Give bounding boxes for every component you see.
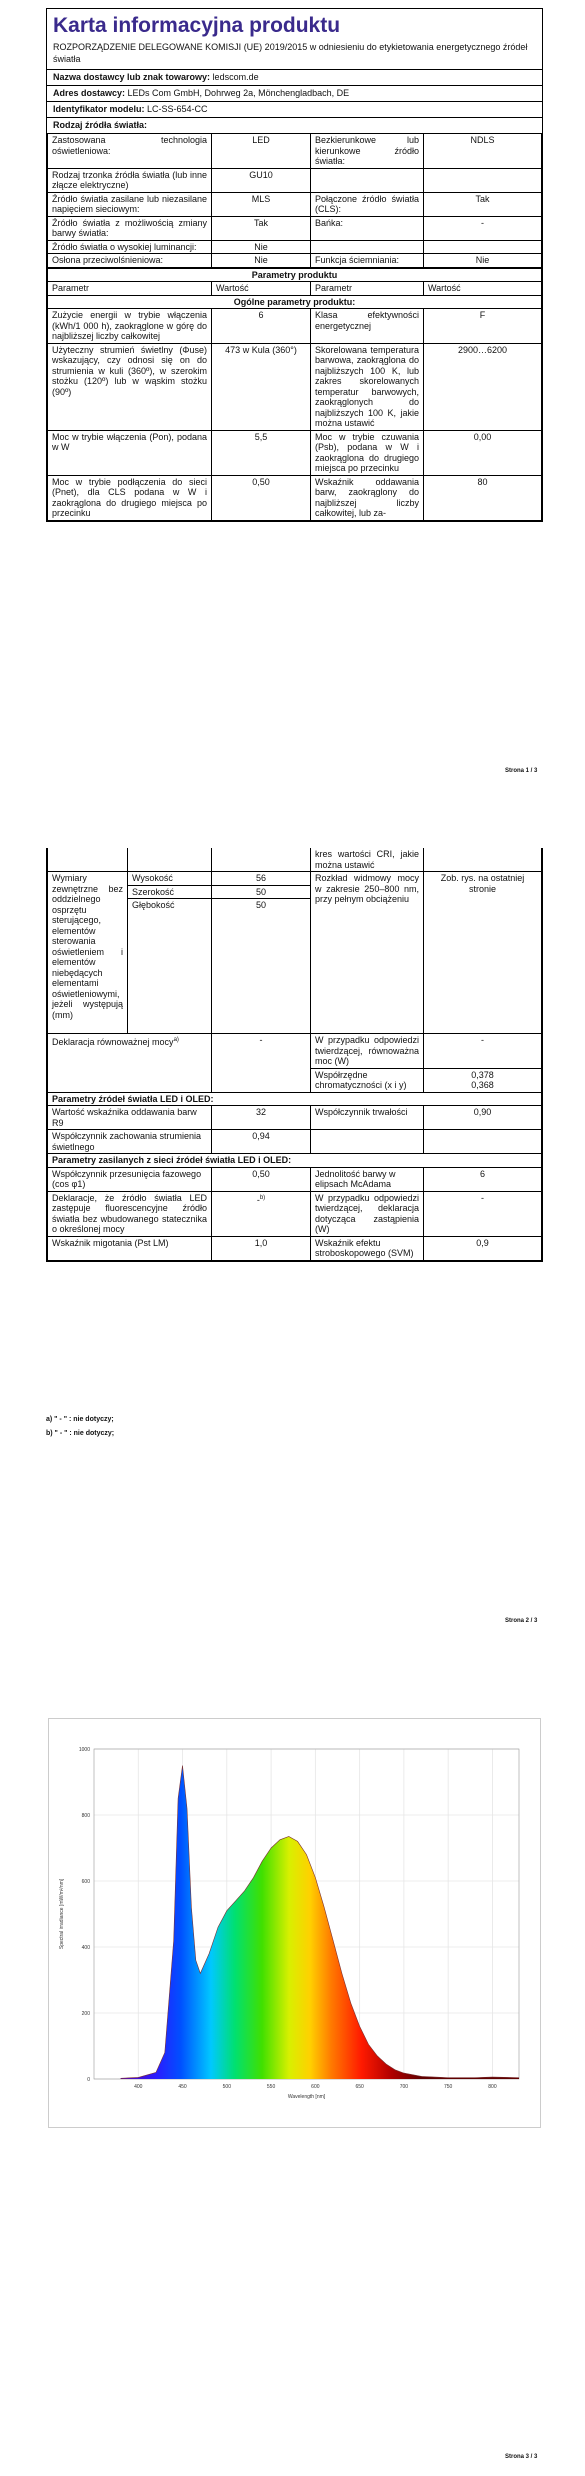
cri-range-continued: kres wartości CRI, jakie można ustawić bbox=[311, 848, 424, 872]
type-value-0: LED bbox=[212, 134, 311, 169]
param-label-1: Użyteczny strumień świetlny (Φuse) wskazujący, czy odnosi się on do strumienia w kuli (360º), w szerokim stożku (120º) lub w wąskim stożku (90º) bbox=[48, 343, 212, 430]
spectrum-value: Zob. rys. na ostatniej stronie bbox=[424, 872, 542, 1034]
page-2-frame bbox=[46, 848, 543, 1262]
equiv-power-text: Deklaracja równoważnej mocy bbox=[52, 1037, 174, 1047]
param-label-2: Moc w trybie włączenia (Pon), podana w W bbox=[48, 430, 212, 475]
equiv-power-w-value: - bbox=[424, 1034, 542, 1069]
supplier-trademark-row bbox=[47, 69, 542, 85]
document-title: Karta informacyjna produktu bbox=[53, 14, 341, 37]
footnote-b-ref: b) bbox=[259, 1194, 266, 1201]
type-value-1: GU10 bbox=[212, 168, 311, 192]
replacement-w-label: W przypadku odpowiedzi twierdzącej, deklaracja dotycząca zastąpienia (W) bbox=[311, 1191, 424, 1236]
param-label2-2: Moc w trybie czuwania (Psb), podana w W i zaokrąglona do drugiego miejsca po przecinku bbox=[311, 430, 424, 475]
model-value: LC-SS-654-CC bbox=[147, 104, 208, 114]
height-label: Wysokość bbox=[128, 872, 212, 886]
r9-value: 32 bbox=[212, 1106, 311, 1130]
type-value2-2: Tak bbox=[424, 192, 542, 216]
x-tick-label-7: 750 bbox=[443, 2084, 453, 2090]
spectrum-svg bbox=[49, 1719, 540, 2127]
product-params-table bbox=[47, 268, 542, 521]
svm-label: Wskaźnik efektu stroboskopowego (SVM) bbox=[311, 1236, 424, 1260]
type-value2-0: NDLS bbox=[424, 134, 542, 169]
x-tick-label-2: 500 bbox=[222, 2084, 231, 2090]
page-number-3: Strona 3 / 3 bbox=[505, 2454, 538, 2460]
equiv-power-value: - bbox=[212, 1034, 311, 1093]
page-2-table bbox=[47, 848, 542, 1261]
model-label: Identyfikator modelu: bbox=[53, 104, 145, 114]
spectrum-chart bbox=[48, 1718, 541, 2128]
type-label2-1 bbox=[311, 168, 424, 192]
equiv-power-w-label: W przypadku odpowiedzi twierdzącej, równoważna moc (W) bbox=[311, 1034, 424, 1069]
type-label-2: Źródło światła zasilane lub niezasilane napięciem sieciowym: bbox=[48, 192, 212, 216]
source-type-row-0 bbox=[48, 134, 542, 169]
led-params-header: Parametry źródeł światła LED i OLED: bbox=[48, 1092, 542, 1106]
footnote-a: a) " - " : nie dotyczy; bbox=[46, 1416, 114, 1423]
width-value: 50 bbox=[212, 885, 311, 899]
param-row-2 bbox=[48, 430, 542, 475]
trademark-value: ledscom.de bbox=[212, 72, 259, 82]
param-value-2: 5,5 bbox=[212, 430, 311, 475]
col-param-header-2: Parametr bbox=[311, 282, 424, 296]
type-value-5: Nie bbox=[212, 254, 311, 268]
param-value2-1: 2900…6200 bbox=[424, 343, 542, 430]
height-value: 56 bbox=[212, 872, 311, 886]
chromaticity-y: 0,368 bbox=[471, 1080, 494, 1090]
width-label: Szerokość bbox=[128, 885, 212, 899]
type-value2-5: Nie bbox=[424, 254, 542, 268]
x-tick-label-1: 450 bbox=[178, 2084, 187, 2090]
type-value-4: Nie bbox=[212, 240, 311, 254]
power-factor-label: Współczynnik przesunięcia fazowego (cos φ1) bbox=[48, 1167, 212, 1191]
type-label2-0: Bezkierunkowe lub kierunkowe źródło światła: bbox=[311, 134, 424, 169]
type-label-5: Osłona przeciwolśnieniowa: bbox=[48, 254, 212, 268]
type-label-1: Rodzaj trzonka źródła światła (lub inne złącze elektryczne) bbox=[48, 168, 212, 192]
param-value-3: 0,50 bbox=[212, 475, 311, 520]
type-label-4: Źródło światła o wysokiej luminancji: bbox=[48, 240, 212, 254]
source-type-row bbox=[47, 117, 542, 133]
footnote-a-ref: a) bbox=[173, 1037, 179, 1043]
y-tick-label-1: 200 bbox=[81, 2011, 90, 2017]
type-value2-4 bbox=[424, 240, 542, 254]
supplier-address-row bbox=[47, 85, 542, 101]
param-label-0: Zużycie energii w trybie włączenia (kWh/1 000 h), zaokrąglone w górę do najbliższej liczby całkowitej bbox=[48, 309, 212, 344]
mcadam-value: 6 bbox=[424, 1167, 542, 1191]
mcadam-label: Jednolitość barwy w elipsach McAdama bbox=[311, 1167, 424, 1191]
r9-label: Wartość wskaźnika oddawania barw R9 bbox=[48, 1106, 212, 1130]
depth-value: 50 bbox=[212, 899, 311, 1034]
source-type-label: Rodzaj źródła światła: bbox=[53, 120, 148, 130]
page-1-frame bbox=[46, 8, 543, 522]
y-tick-label-0: 0 bbox=[87, 2077, 90, 2083]
maintenance-value: 0,94 bbox=[212, 1130, 311, 1154]
flicker-value: 1,0 bbox=[212, 1236, 311, 1260]
spectrum-area bbox=[121, 1766, 519, 2080]
param-value-0: 6 bbox=[212, 309, 311, 344]
type-value-2: MLS bbox=[212, 192, 311, 216]
svm-value: 0,9 bbox=[424, 1236, 542, 1260]
x-axis-label: Wavelength [nm] bbox=[287, 2094, 326, 2100]
x-tick-label-3: 550 bbox=[266, 2084, 276, 2090]
chromaticity-x: 0,378 bbox=[471, 1069, 494, 1080]
col-value-header-2: Wartość bbox=[424, 282, 542, 296]
replacement-text: Deklaracje, że źródło światła LED zastępuje fluorescencyjne źródło światła bez wbudowanego statecznika o określonej mocy bbox=[52, 1192, 207, 1234]
page-1 bbox=[0, 0, 585, 800]
type-value-3: Tak bbox=[212, 216, 311, 240]
replacement-label bbox=[48, 1191, 212, 1236]
mains-params-header: Parametry zasilanych z sieci źródeł światła LED i OLED: bbox=[48, 1154, 542, 1168]
footnote-b: b) " - " : nie dotyczy; bbox=[46, 1430, 115, 1437]
spectrum-label: Rozkład widmowy mocy w zakresie 250–800 nm, przy pełnym obciążeniu bbox=[311, 872, 424, 1034]
page-2 bbox=[0, 848, 585, 1648]
type-label2-3: Bańka: bbox=[311, 216, 424, 240]
y-tick-label-2: 400 bbox=[81, 1945, 90, 1951]
page-number: Strona 1 / 3 bbox=[505, 768, 538, 774]
type-label-0: Zastosowana technologia oświetleniowa: bbox=[48, 134, 212, 169]
param-row-1 bbox=[48, 343, 542, 430]
param-label2-1: Skorelowana temperatura barwowa, zaokrąglona do najbliższych 100 K, lub zakres skorelowanych temperatur barwowych, zaokrąglonych do najbliższych 100 K, jakie można ustawić bbox=[311, 343, 424, 430]
x-tick-label-0: 400 bbox=[134, 2084, 143, 2090]
param-value2-3: 80 bbox=[424, 475, 542, 520]
param-value-1: 473 w Kula (360°) bbox=[212, 343, 311, 430]
col-param-header: Parametr bbox=[48, 282, 212, 296]
params-section-header: Parametry produktu bbox=[48, 268, 542, 282]
regulation-text: ROZPORZĄDZENIE DELEGOWANE KOMISJI (UE) 2019/2015 w odniesieniu do etykietowania energetycznego źródeł światła bbox=[53, 42, 528, 64]
type-label2-2: Połączone źródło światła (CLS): bbox=[311, 192, 424, 216]
param-value2-2: 0,00 bbox=[424, 430, 542, 475]
param-label-3: Moc w trybie podłączenia do sieci (Pnet), dla CLS podana w W i zaokrąglona do drugiego miejsca po przecinku bbox=[48, 475, 212, 520]
x-tick-label-8: 800 bbox=[488, 2084, 497, 2090]
y-axis-label: Spectral irradiance [mW/m²/nm] bbox=[59, 1878, 65, 1950]
type-value2-1 bbox=[424, 168, 542, 192]
replacement-w-value: - bbox=[424, 1191, 542, 1236]
x-tick-label-5: 650 bbox=[355, 2084, 364, 2090]
y-tick-label-5: 1000 bbox=[78, 1747, 90, 1753]
x-tick-label-4: 600 bbox=[311, 2084, 320, 2090]
source-type-row-3 bbox=[48, 216, 542, 240]
address-label: Adres dostawcy: bbox=[53, 88, 126, 98]
maintenance-label: Współczynnik zachowania strumienia świetlnego bbox=[48, 1130, 212, 1154]
x-tick-label-6: 700 bbox=[399, 2084, 409, 2090]
replacement-value bbox=[212, 1191, 311, 1236]
type-label2-5: Funkcja ściemniania: bbox=[311, 254, 424, 268]
source-type-row-2 bbox=[48, 192, 542, 216]
survival-value: 0,90 bbox=[424, 1106, 542, 1130]
param-row-0 bbox=[48, 309, 542, 344]
equiv-power-label bbox=[48, 1034, 212, 1093]
page-number-2: Strona 2 / 3 bbox=[505, 1618, 538, 1624]
general-params-header: Ogólne parametry produktu: bbox=[48, 295, 542, 309]
source-type-row-4 bbox=[48, 240, 542, 254]
chromaticity-value bbox=[424, 1068, 542, 1092]
chromaticity-label: Współrzędne chromatyczności (x i y) bbox=[311, 1068, 424, 1092]
dimensions-label: Wymiary zewnętrzne bez oddzielnego osprzętu sterującego, elementów sterowania oświetleniem i elementów niebędących elementami oświetleniowymi, jeżeli występują (mm) bbox=[48, 872, 128, 1034]
param-label2-3: Wskaźnik oddawania barw, zaokrąglony do najbliższej liczby całkowitej, lub za- bbox=[311, 475, 424, 520]
param-value2-0: F bbox=[424, 309, 542, 344]
type-value2-3: - bbox=[424, 216, 542, 240]
col-value-header: Wartość bbox=[212, 282, 311, 296]
survival-label: Współczynnik trwałości bbox=[311, 1106, 424, 1130]
address-value: LEDs Com GmbH, Dohrweg 2a, Mönchengladbach, DE bbox=[127, 88, 350, 98]
trademark-label: Nazwa dostawcy lub znak towarowy: bbox=[53, 72, 211, 82]
model-id-row bbox=[47, 101, 542, 117]
depth-label: Głębokość bbox=[128, 899, 212, 1034]
source-type-table bbox=[47, 133, 542, 268]
y-tick-label-3: 600 bbox=[81, 1879, 90, 1885]
flicker-label: Wskaźnik migotania (Pst LM) bbox=[48, 1236, 212, 1260]
type-label2-4 bbox=[311, 240, 424, 254]
power-factor-value: 0,50 bbox=[212, 1167, 311, 1191]
source-type-row-1 bbox=[48, 168, 542, 192]
type-label-3: Źródło światła z możliwością zmiany barwy światła: bbox=[48, 216, 212, 240]
param-label2-0: Klasa efektywności energetycznej bbox=[311, 309, 424, 344]
param-row-3 bbox=[48, 475, 542, 520]
replacement-value-text: - bbox=[256, 1194, 260, 1205]
y-tick-label-4: 800 bbox=[81, 1813, 90, 1819]
source-type-row-5 bbox=[48, 254, 542, 268]
